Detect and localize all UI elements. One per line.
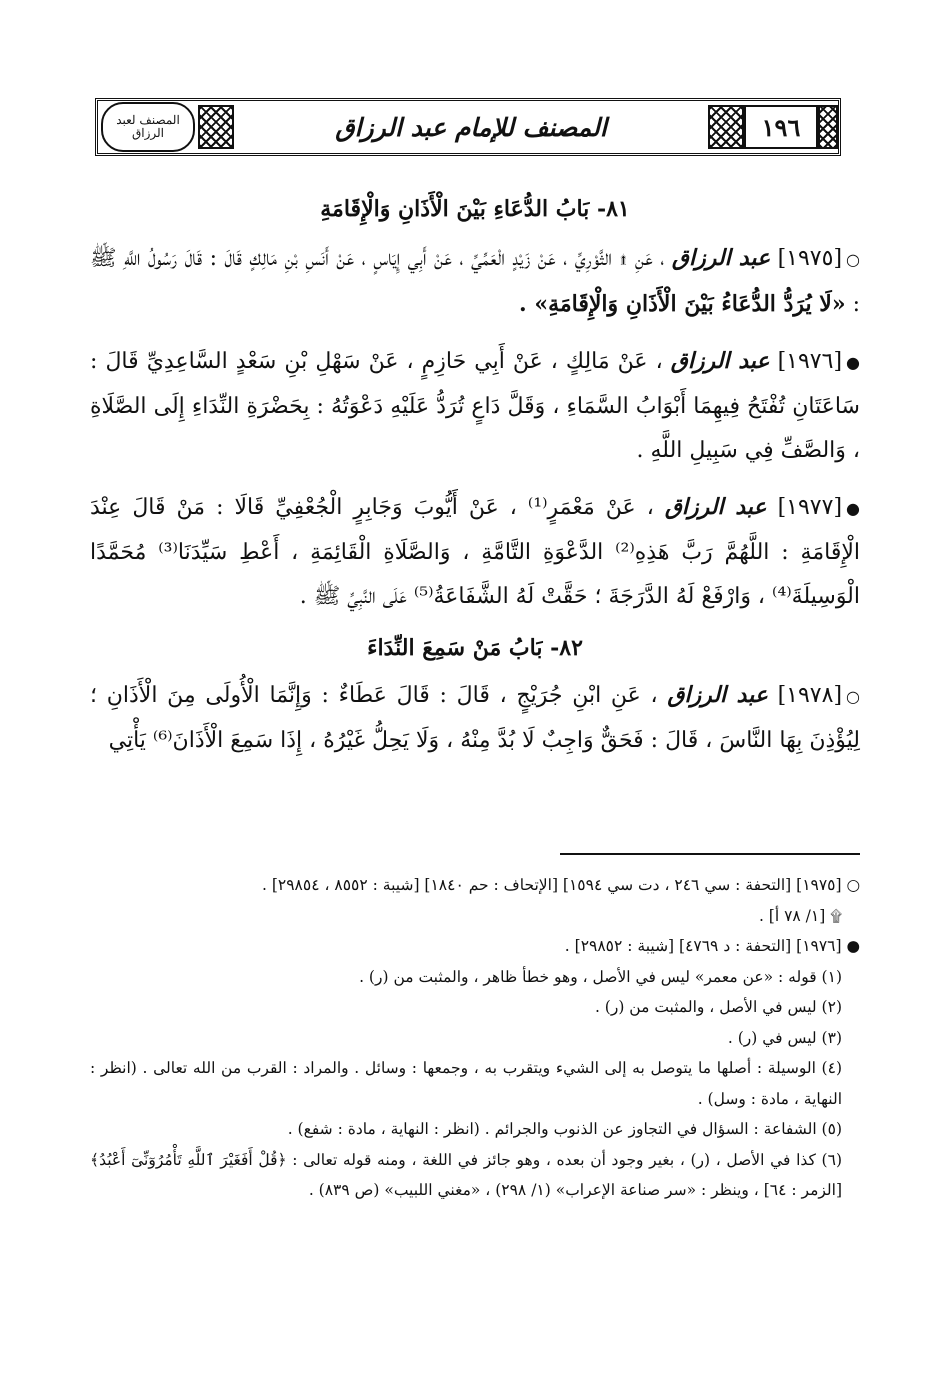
page-header [95,98,841,156]
hadith-paragraph [90,236,860,327]
footnote: (٥) الشفاعة : السؤال في التجاوز عن الذنوب والجرائم . (انظر : النهاية ، مادة : شفع) . [287,1120,842,1138]
hadith-number: [١٩٧٨] [777,683,843,708]
main-text [90,190,860,763]
footnote: (١) قوله : «عن معمر» ليس في الأصل ، وهو خطأ ظاهر ، والمثبت من (ر) . [359,967,842,986]
footnote: (٦) كذا في الأصل ، (ر) ، بغير وجود أن بعده ، وهو جائز في اللغة ، ومنه قوله تعالى : ﴿قُلْ أَفَغَيْرَ ٱللَّهِ تَأْمُرُوٓنِّىٓ أَعْبُدُ﴾ [الزمر : ٦٤] ، وينظر : «سر صناعة الإعراب» (١/ ٢٩٨) ، «مغني اللبيب» (ص ٨٣٩) . [90,1150,842,1199]
author-name: عبد الرزاق [664,494,767,520]
publisher-logo [101,102,195,152]
decorative-knot [818,105,838,149]
hadith-paragraph [90,339,860,473]
hadith-text: ، عَنْ مَعْمَرٍ⁽¹⁾ ، عَنْ أَيُّوبَ وَجَابِرٍ الْجُعْفِيِّ قَالَا : مَنْ قَالَ عِنْدَ الْإِقَامَةِ : اللَّهُمَّ رَبَّ هَذِهِ⁽²⁾ الدَّعْوَةِ التَّامَّةِ ، وَالصَّلَاةِ الْقَائِمَةِ ، أَعْطِ سَيِّدَنَا⁽³⁾ مُحَمَّدًا الْوَسِيلَةَ⁽⁴⁾ ، وَارْفَعْ لَهُ الدَّرَجَةَ ؛ حَقَّتْ لَهُ الشَّفَاعَةُ⁽⁵⁾ عَلَى النَّبِيِّ ﷺ . [90,495,860,609]
chapter-title: ٨١- بَابُ الدُّعَاءِ بَيْنَ الْأَذَانِ وَالْإِقَامَةِ [320,196,630,222]
author-name: عبد الرزاق [670,348,770,374]
chapter-title: ٨٢- بَابُ مَنْ سَمِعَ النِّدَاءَ [367,635,583,661]
hadith-number: [١٩٧٦] [777,349,843,374]
author-name: عبد الرزاق [671,245,771,271]
footnote: ● [١٩٧٦] [التحفة : د ٤٧٦٩] [شيبة : ٢٩٨٥٢] . [564,937,860,955]
hadith-marker: ● [846,499,860,518]
hadith-paragraph [90,485,860,619]
hadith-text: ، عَنِ ابْنِ جُرَيْجٍ ، قَالَ : قَالَ عَطَاءٌ : وَإِنَّمَا الْأُولَى مِنَ الْأَذَانِ ؛ لِيُؤْذِنَ بِهَا النَّاسَ ، قَالَ : فَحَقٌّ وَاجِبٌ لَا بُدَّ مِنْهُ ، وَلَا يَحِلُّ غَيْرُهُ ، إِذَا سَمِعَ الْأَذَانَ⁽⁶⁾ يَأْتِي [90,683,860,753]
page-number: ١٩٦ [744,105,818,149]
footnote: (٤) الوسيلة : أصلها ما يتوصل به إلى الشيء ويتقرب به ، وجمعها : وسائل . والمراد : القرب من الله تعالى . (انظر : النهاية ، مادة : وسل) . [90,1059,842,1108]
hadith-marker: ● [846,353,860,372]
author-name: عبد الرزاق [667,682,768,708]
footnote: (٣) ليس في (ر) . [727,1028,842,1047]
footnote-divider [560,853,860,855]
hadith-marker: ○ [846,250,860,269]
hadith-number: [١٩٧٥] [777,246,843,271]
hadith-text: ، عَنِ ۩ الثَّوْرِيِّ ، عَنْ زَيْدٍ الْعَمِّيِّ ، عَنْ أَبِي إِيَاسٍ ، عَنْ أَنَسِ بْنِ مَالِكٍ قَالَ : قَالَ رَسُولُ اللَّهِ ﷺ : [90,246,860,317]
footnotes [90,870,860,1206]
running-title: المصنف للإمام عبد الرزاق [335,112,607,142]
footnote: ○ [١٩٧٥] [التحفة : سي ٢٤٦ ، دت سي ١٥٩٤] [الإتحاف : حم ١٨٤٠] [شيبة : ٨٥٥٢ ، ٢٩٨٥٤] . [262,876,860,894]
logo-text: المصنف لعبد الرزاق [116,113,180,140]
decorative-knot [198,105,234,149]
hadith-text: ، عَنْ مَالِكٍ ، عَنْ أَبِي حَازِمٍ ، عَنْ سَهْلِ بْنِ سَعْدٍ السَّاعِدِيِّ قَالَ : سَاعَتَانِ تُفْتَحُ فِيهِمَا أَبْوَابُ السَّمَاءِ ، وَقَلَّ دَاعٍ تُرَدُّ عَلَيْهِ دَعْوَتُهُ : بِحَضْرَةِ النِّدَاءِ إِلَى الصَّلَاةِ ، وَالصَّفِّ فِي سَبِيلِ اللَّهِ . [90,349,860,463]
hadith-number: [١٩٧٧] [777,495,843,520]
hadith-marker: ○ [846,687,860,706]
prophetic-quote: «لَا يُرَدُّ الدُّعَاءُ بَيْنَ الْأَذَانِ وَالْإِقَامَةِ» . [519,291,846,317]
decorative-knot [708,105,744,149]
footnote: (٢) ليس في الأصل ، والمثبت من (ر) . [594,998,842,1016]
footnote: ۩ [١/ ٧٨ أ] . [758,906,842,925]
hadith-paragraph [90,673,860,763]
